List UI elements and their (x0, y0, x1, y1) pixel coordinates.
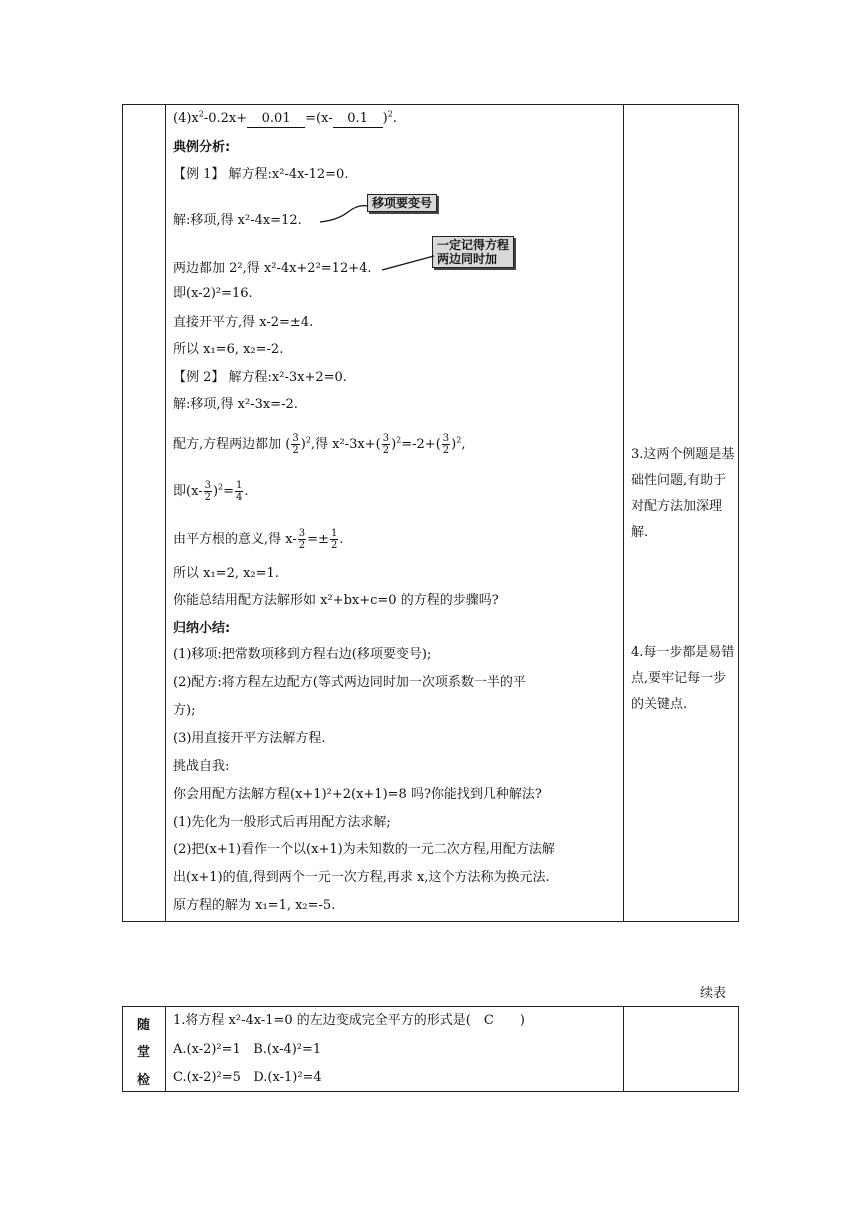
challenge-item: (1)先化为一般形式后再用配方法求解; (173, 815, 391, 830)
quiz-side-label-char: 检 (137, 1073, 151, 1088)
quiz-side-label-char: 随 (137, 1018, 151, 1033)
option-c: C.(x-2)²=5 (173, 1070, 241, 1085)
ex2-step3: 即(x- $\frac{3}{2}$ )$^2$= $\frac{1}{4}$ . (173, 480, 249, 503)
ex1-step3: 即(x-2)²=16. (173, 286, 253, 301)
callout-add-both-sides (432, 236, 514, 268)
quiz-options-row-1 (173, 1042, 321, 1058)
summary-item: 方); (173, 703, 196, 718)
quiz-question-1: 1.将方程 x²-4x-1=0 的左边变成完全平方的形式是( C ) (173, 1013, 525, 1028)
ex1-step2: 两边都加 2²,得 x²-4x+2²=12+4. (173, 261, 372, 276)
ex1-step4: 直接开平方,得 x-2=±4. (173, 315, 314, 330)
ex2-step5: 所以 x₁=2, x₂=1. (173, 566, 279, 581)
challenge-item: 出(x+1)的值,得到两个一元一次方程,再求 x,这个方法称为换元法. (173, 870, 550, 885)
quiz-options-row-2 (173, 1070, 322, 1086)
ex1-step1: 解:移项,得 x²-4x=12. (173, 213, 302, 228)
blank-answer-1: 0.01 (247, 111, 305, 128)
ex2-question: 你能总结用配方法解形如 x²+bx+c=0 的方程的步骤吗? (173, 593, 499, 608)
option-a: A.(x-2)²=1 (173, 1042, 241, 1057)
callout-pointer-1 (318, 200, 370, 226)
challenge-item: (2)把(x+1)看作一个以(x+1)为未知数的一元二次方程,用配方法解 (173, 842, 555, 857)
ex2-step2: 配方,方程两边都加 ( $\frac{3}{2}$ )$^2$,得 x²-3x+( $\frac{3}{2}$ )$^2$=-2+( $\frac{3}{2}$ )$^2$, (173, 433, 466, 456)
teaching-note-4: 4.每一步都是易错点,要牢记每一步的关键点. (631, 645, 735, 712)
ex2-step4: 由平方根的意义,得 x- $\frac{3}{2}$ =± $\frac{1}{2}$ . (173, 528, 344, 551)
continued-label: 续表 (700, 986, 727, 1001)
callout-line-1: 一定记得方程 (437, 238, 510, 252)
ex2-title: 【例 2】 解方程:x²-3x+2=0. (173, 370, 347, 385)
blank-answer-2: 0.1 (333, 111, 383, 128)
option-d: D.(x-1)²=4 (253, 1070, 322, 1085)
callout-move-term: 移项要变号 (367, 194, 437, 212)
summary-item: (2)配方:将方程左边配方(等式两边同时加一次项系数一半的平 (173, 675, 526, 690)
upper-table-left-col (122, 104, 166, 922)
section-example-analysis: 典例分析: (173, 140, 231, 155)
option-b: B.(x-4)²=1 (253, 1042, 322, 1057)
summary-item: (1)移项:把常数项移到方程右边(移项要变号); (173, 647, 432, 662)
challenge-item: 原方程的解为 x₁=1, x₂=-5. (173, 898, 336, 913)
fill-blank-line-4: $(4)x^2-0.2x+ 0.01 =(x-$ 0.1 )$^2$. (173, 109, 397, 126)
quiz-note-col (623, 1006, 739, 1092)
callout-line-2: 两边同时加 (437, 252, 498, 266)
section-challenge: 挑战自我: (173, 759, 230, 774)
summary-item: (3)用直接开平方法解方程. (173, 731, 326, 746)
ex1-step5: 所以 x₁=6, x₂=-2. (173, 342, 284, 357)
section-summary: 归纳小结: (173, 621, 231, 636)
callout-pointer-2 (380, 252, 436, 272)
teaching-note-3: 3.这两个例题是基础性问题,有助于对配方法加深理解. (631, 447, 735, 540)
paren-frac-3-2: ( $\frac{3}{2}$ )$^2$ (285, 433, 311, 456)
challenge-item: 你会用配方法解方程(x+1)²+2(x+1)=8 吗?你能找到几种解法? (173, 787, 542, 802)
ex1-title: 【例 1】 解方程:x²-4x-12=0. (173, 167, 349, 182)
quiz-side-label-char: 堂 (137, 1045, 151, 1060)
ex2-step1: 解:移项,得 x²-3x=-2. (173, 397, 298, 412)
